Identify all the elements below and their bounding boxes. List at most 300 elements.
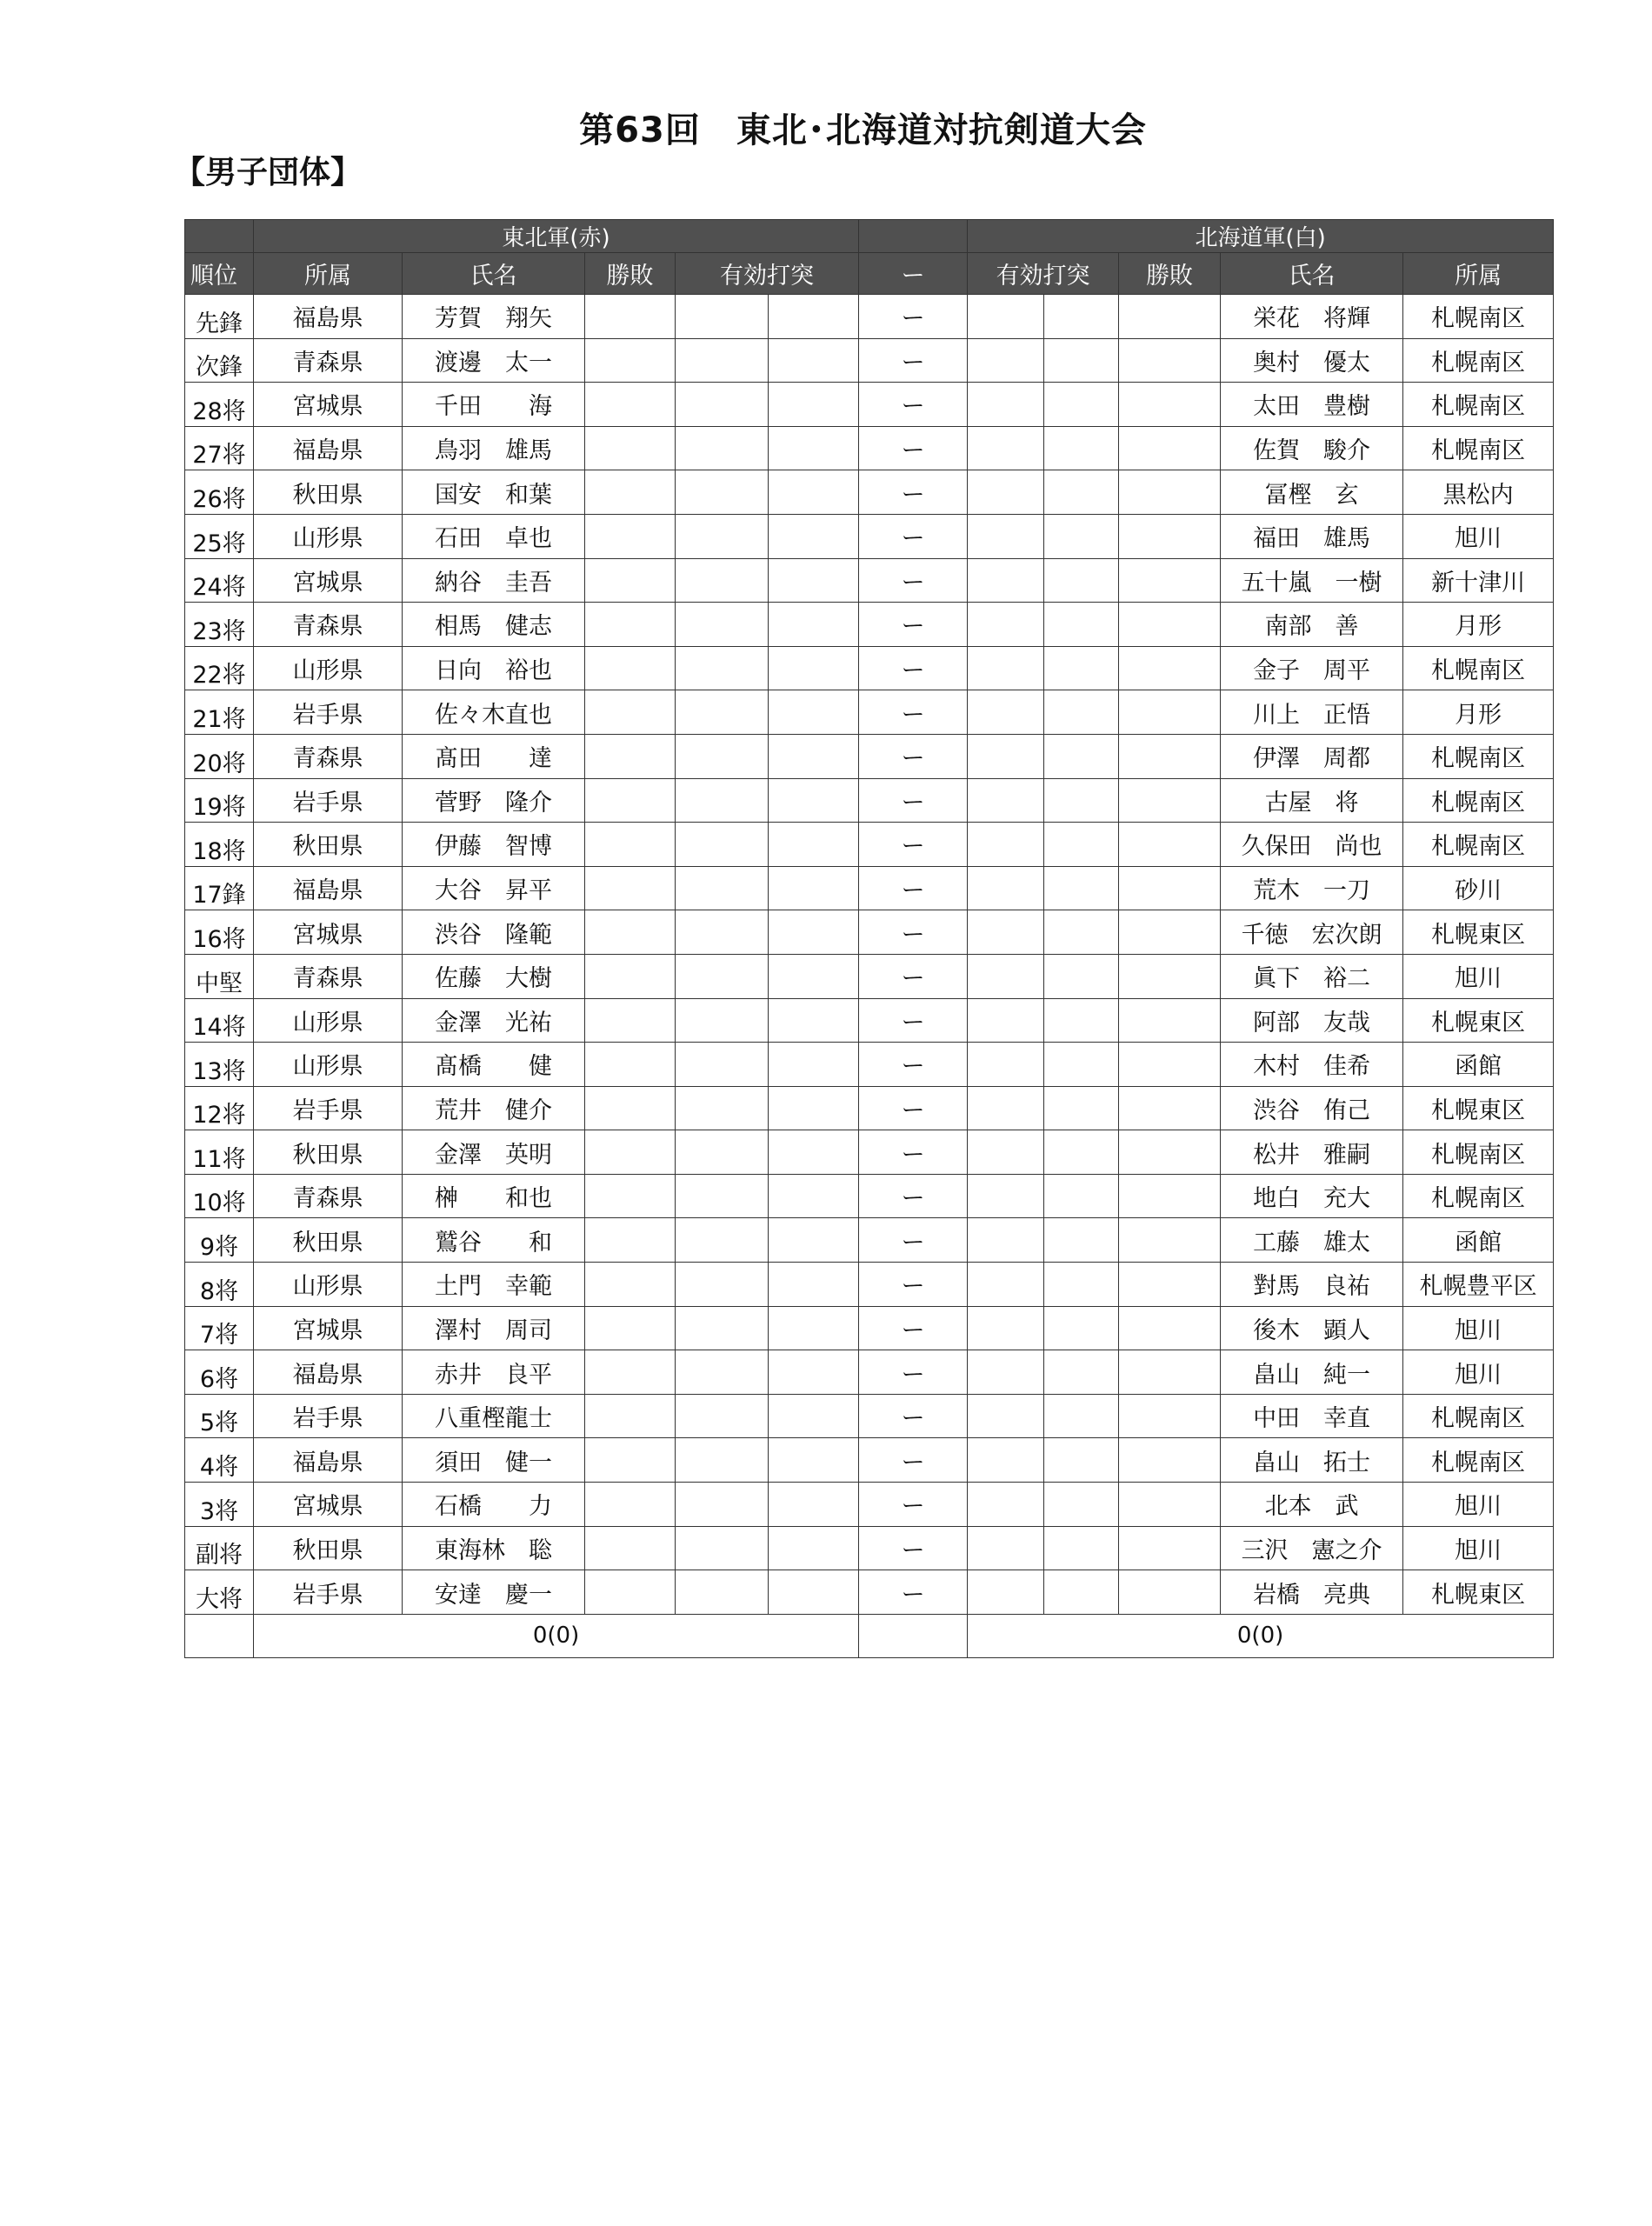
row-left-affiliation: 岩手県 (254, 1394, 403, 1438)
row-right-result (1119, 954, 1221, 998)
row-right-result (1119, 603, 1221, 647)
table-row (185, 1483, 1554, 1527)
row-right-name: 工藤 雄太 (1221, 1218, 1403, 1263)
total-row (185, 1614, 1554, 1657)
row-right-name: 對馬 良祐 (1221, 1263, 1403, 1307)
table-row (185, 1350, 1554, 1395)
row-right-affiliation: 札幌豊平区 (1403, 1263, 1554, 1307)
row-right-affiliation: 札幌東区 (1403, 1570, 1554, 1615)
row-right-name: 後木 顕人 (1221, 1306, 1403, 1350)
row-left-strike-1 (676, 426, 769, 470)
row-left-result (585, 1263, 676, 1307)
row-left-strike-2 (769, 514, 859, 558)
row-right-strike-1 (968, 1306, 1044, 1350)
row-right-name: 北本 武 (1221, 1483, 1403, 1527)
header-order: 順位 (185, 253, 254, 295)
row-right-result (1119, 295, 1221, 339)
row-right-result (1119, 1394, 1221, 1438)
header-left-affiliation: 所属 (254, 253, 403, 295)
row-left-result (585, 558, 676, 603)
row-right-strike-2 (1044, 646, 1119, 690)
row-left-strike-2 (769, 603, 859, 647)
row-left-strike-1 (676, 558, 769, 603)
row-left-affiliation: 福島県 (254, 426, 403, 470)
column-header-row (185, 253, 1554, 295)
row-right-name: 千徳 宏次朗 (1221, 910, 1403, 955)
row-right-strike-2 (1044, 383, 1119, 427)
row-left-affiliation: 宮城県 (254, 1306, 403, 1350)
row-left-strike-1 (676, 998, 769, 1043)
row-right-name: 畠山 純一 (1221, 1350, 1403, 1395)
row-left-name: 渡邊 太一 (403, 338, 585, 383)
row-dash: ー (859, 1263, 968, 1307)
row-dash: ー (859, 295, 968, 339)
row-left-affiliation: 岩手県 (254, 690, 403, 735)
row-left-affiliation: 青森県 (254, 603, 403, 647)
row-dash: ー (859, 1350, 968, 1395)
row-left-strike-2 (769, 778, 859, 823)
row-right-result (1119, 1218, 1221, 1263)
row-right-result (1119, 910, 1221, 955)
row-right-name: 岩橋 亮典 (1221, 1570, 1403, 1615)
row-left-result (585, 1086, 676, 1130)
row-right-strike-1 (968, 295, 1044, 339)
row-left-strike-1 (676, 690, 769, 735)
row-right-strike-2 (1044, 734, 1119, 778)
row-right-affiliation: 月形 (1403, 690, 1554, 735)
header-left-valid-strikes: 有効打突 (676, 253, 859, 295)
row-right-name: 中田 幸直 (1221, 1394, 1403, 1438)
table-row (185, 470, 1554, 515)
total-blank-middle (859, 1614, 968, 1657)
row-right-result (1119, 1570, 1221, 1615)
row-right-strike-1 (968, 1174, 1044, 1218)
row-right-strike-2 (1044, 954, 1119, 998)
row-right-strike-2 (1044, 338, 1119, 383)
row-right-affiliation: 旭川 (1403, 1526, 1554, 1570)
table-row (185, 910, 1554, 955)
row-left-strike-2 (769, 1306, 859, 1350)
row-left-result (585, 1130, 676, 1175)
row-left-name: 相馬 健志 (403, 603, 585, 647)
row-right-strike-2 (1044, 1306, 1119, 1350)
row-dash: ー (859, 690, 968, 735)
row-left-name: 渋谷 隆範 (403, 910, 585, 955)
row-order: 26将 (185, 470, 254, 515)
page-title: 第63回 東北･北海道対抗剣道大会 (579, 110, 1147, 150)
table-row (185, 514, 1554, 558)
header-right-result: 勝敗 (1119, 253, 1221, 295)
row-left-name: 芳賀 翔矢 (403, 295, 585, 339)
row-left-strike-2 (769, 954, 859, 998)
table-row (185, 603, 1554, 647)
row-order: 11将 (185, 1130, 254, 1175)
row-right-strike-1 (968, 1394, 1044, 1438)
row-left-strike-2 (769, 690, 859, 735)
row-right-strike-1 (968, 1438, 1044, 1483)
row-left-strike-2 (769, 1043, 859, 1087)
row-right-strike-1 (968, 646, 1044, 690)
row-left-strike-2 (769, 1570, 859, 1615)
row-right-strike-1 (968, 866, 1044, 910)
row-right-name: 五十嵐 一樹 (1221, 558, 1403, 603)
row-left-strike-1 (676, 1218, 769, 1263)
row-right-strike-2 (1044, 295, 1119, 339)
row-order: 4将 (185, 1438, 254, 1483)
row-order: 22将 (185, 646, 254, 690)
row-left-result (585, 954, 676, 998)
row-left-name: 金澤 英明 (403, 1130, 585, 1175)
row-right-strike-1 (968, 690, 1044, 735)
row-left-result (585, 1043, 676, 1087)
row-left-strike-1 (676, 1306, 769, 1350)
row-left-strike-1 (676, 1174, 769, 1218)
table-row (185, 338, 1554, 383)
row-dash: ー (859, 470, 968, 515)
row-left-result (585, 338, 676, 383)
row-right-result (1119, 646, 1221, 690)
table-row (185, 1263, 1554, 1307)
table-row (185, 383, 1554, 427)
row-left-result (585, 998, 676, 1043)
row-left-strike-2 (769, 1218, 859, 1263)
row-left-strike-2 (769, 470, 859, 515)
row-right-result (1119, 866, 1221, 910)
row-right-strike-1 (968, 823, 1044, 867)
row-order: 5将 (185, 1394, 254, 1438)
row-left-affiliation: 青森県 (254, 338, 403, 383)
table-row (185, 778, 1554, 823)
row-right-result (1119, 734, 1221, 778)
row-dash: ー (859, 778, 968, 823)
row-order: 17鋒 (185, 866, 254, 910)
row-left-affiliation: 秋田県 (254, 1526, 403, 1570)
row-dash: ー (859, 823, 968, 867)
row-right-result (1119, 383, 1221, 427)
row-right-result (1119, 1438, 1221, 1483)
row-right-strike-2 (1044, 1438, 1119, 1483)
row-left-result (585, 1526, 676, 1570)
row-left-result (585, 646, 676, 690)
row-left-strike-1 (676, 823, 769, 867)
row-right-strike-1 (968, 954, 1044, 998)
row-right-affiliation: 月形 (1403, 603, 1554, 647)
row-right-affiliation: 札幌南区 (1403, 1130, 1554, 1175)
row-left-result (585, 1350, 676, 1395)
row-right-strike-2 (1044, 1086, 1119, 1130)
row-right-strike-2 (1044, 1130, 1119, 1175)
row-right-result (1119, 1483, 1221, 1527)
row-right-strike-2 (1044, 1526, 1119, 1570)
row-order: 3将 (185, 1483, 254, 1527)
row-left-affiliation: 福島県 (254, 295, 403, 339)
row-left-name: 澤村 周司 (403, 1306, 585, 1350)
row-left-name: 菅野 隆介 (403, 778, 585, 823)
row-right-affiliation: 旭川 (1403, 1483, 1554, 1527)
row-right-result (1119, 1263, 1221, 1307)
row-order: 24将 (185, 558, 254, 603)
row-left-strike-1 (676, 383, 769, 427)
row-left-affiliation: 福島県 (254, 1438, 403, 1483)
table-row (185, 1526, 1554, 1570)
row-left-strike-2 (769, 558, 859, 603)
row-left-strike-1 (676, 1526, 769, 1570)
row-left-name: 鷲谷 和 (403, 1218, 585, 1263)
row-left-result (585, 426, 676, 470)
row-left-strike-2 (769, 1263, 859, 1307)
row-order: 14将 (185, 998, 254, 1043)
row-left-affiliation: 秋田県 (254, 470, 403, 515)
row-left-result (585, 383, 676, 427)
row-left-strike-1 (676, 1350, 769, 1395)
row-right-name: 渋谷 侑己 (1221, 1086, 1403, 1130)
row-right-affiliation: 函館 (1403, 1043, 1554, 1087)
row-right-affiliation: 札幌南区 (1403, 338, 1554, 383)
row-right-result (1119, 690, 1221, 735)
row-left-strike-1 (676, 954, 769, 998)
row-right-name: 古屋 将 (1221, 778, 1403, 823)
row-dash: ー (859, 558, 968, 603)
row-left-strike-2 (769, 338, 859, 383)
row-left-name: 伊藤 智博 (403, 823, 585, 867)
row-left-result (585, 514, 676, 558)
row-right-result (1119, 470, 1221, 515)
row-dash: ー (859, 426, 968, 470)
row-left-affiliation: 福島県 (254, 866, 403, 910)
row-left-result (585, 1438, 676, 1483)
row-right-strike-1 (968, 603, 1044, 647)
row-left-strike-2 (769, 910, 859, 955)
row-order: 副将 (185, 1526, 254, 1570)
table-row (185, 998, 1554, 1043)
row-left-strike-1 (676, 1394, 769, 1438)
row-left-result (585, 1483, 676, 1527)
row-left-strike-1 (676, 338, 769, 383)
row-dash: ー (859, 1394, 968, 1438)
row-dash: ー (859, 1306, 968, 1350)
table-row (185, 866, 1554, 910)
header-right-valid-strikes: 有効打突 (968, 253, 1119, 295)
row-right-strike-1 (968, 1263, 1044, 1307)
row-right-strike-2 (1044, 690, 1119, 735)
match-table (184, 219, 1554, 1658)
row-right-strike-1 (968, 558, 1044, 603)
row-right-strike-2 (1044, 866, 1119, 910)
row-dash: ー (859, 1218, 968, 1263)
row-right-affiliation: 旭川 (1403, 1350, 1554, 1395)
row-left-strike-2 (769, 1086, 859, 1130)
row-left-affiliation: 秋田県 (254, 1218, 403, 1263)
row-right-strike-2 (1044, 1043, 1119, 1087)
row-right-strike-1 (968, 998, 1044, 1043)
row-right-name: 佐賀 駿介 (1221, 426, 1403, 470)
row-order: 23将 (185, 603, 254, 647)
row-left-strike-1 (676, 646, 769, 690)
row-right-strike-2 (1044, 1350, 1119, 1395)
row-right-result (1119, 998, 1221, 1043)
row-order: 次鋒 (185, 338, 254, 383)
row-left-affiliation: 青森県 (254, 734, 403, 778)
row-left-strike-2 (769, 1130, 859, 1175)
table-row (185, 954, 1554, 998)
row-left-strike-2 (769, 823, 859, 867)
row-right-strike-1 (968, 1130, 1044, 1175)
row-right-affiliation: 札幌南区 (1403, 778, 1554, 823)
row-left-result (585, 1394, 676, 1438)
row-left-affiliation: 山形県 (254, 998, 403, 1043)
row-right-result (1119, 1306, 1221, 1350)
row-left-name: 東海林 聡 (403, 1526, 585, 1570)
row-left-result (585, 866, 676, 910)
row-order: 21将 (185, 690, 254, 735)
row-left-affiliation: 宮城県 (254, 558, 403, 603)
table-row (185, 1570, 1554, 1615)
row-left-affiliation: 岩手県 (254, 1086, 403, 1130)
row-right-strike-1 (968, 1043, 1044, 1087)
row-dash: ー (859, 1174, 968, 1218)
row-left-affiliation: 山形県 (254, 1263, 403, 1307)
row-left-strike-2 (769, 646, 859, 690)
row-left-result (585, 1218, 676, 1263)
row-order: 大将 (185, 1570, 254, 1615)
row-left-strike-1 (676, 514, 769, 558)
row-right-name: 川上 正悟 (1221, 690, 1403, 735)
table-row (185, 1043, 1554, 1087)
row-right-affiliation: 旭川 (1403, 1306, 1554, 1350)
row-order: 6将 (185, 1350, 254, 1395)
row-order: 27将 (185, 426, 254, 470)
row-right-strike-1 (968, 470, 1044, 515)
row-right-name: 久保田 尚也 (1221, 823, 1403, 867)
row-left-result (585, 1306, 676, 1350)
row-left-affiliation: 秋田県 (254, 823, 403, 867)
row-order: 18将 (185, 823, 254, 867)
row-right-affiliation: 旭川 (1403, 954, 1554, 998)
row-left-name: 石橋 力 (403, 1483, 585, 1527)
row-left-name: 佐々木直也 (403, 690, 585, 735)
row-right-result (1119, 823, 1221, 867)
table-row (185, 295, 1554, 339)
row-left-name: 八重樫龍士 (403, 1394, 585, 1438)
row-right-affiliation: 札幌南区 (1403, 646, 1554, 690)
row-left-affiliation: 青森県 (254, 954, 403, 998)
row-left-strike-2 (769, 383, 859, 427)
row-dash: ー (859, 998, 968, 1043)
row-left-affiliation: 秋田県 (254, 1130, 403, 1175)
row-right-strike-1 (968, 1526, 1044, 1570)
table-row (185, 1438, 1554, 1483)
row-right-affiliation: 札幌南区 (1403, 426, 1554, 470)
row-left-result (585, 778, 676, 823)
row-left-result (585, 470, 676, 515)
row-right-strike-2 (1044, 1174, 1119, 1218)
row-left-name: 髙田 達 (403, 734, 585, 778)
row-left-strike-1 (676, 778, 769, 823)
row-left-name: 石田 卓也 (403, 514, 585, 558)
row-right-name: 松井 雅嗣 (1221, 1130, 1403, 1175)
row-right-strike-1 (968, 383, 1044, 427)
row-left-result (585, 295, 676, 339)
match-rows (185, 295, 1554, 1615)
row-left-result (585, 690, 676, 735)
row-left-result (585, 823, 676, 867)
row-left-strike-2 (769, 426, 859, 470)
row-right-affiliation: 札幌東区 (1403, 1086, 1554, 1130)
row-left-strike-1 (676, 295, 769, 339)
row-right-result (1119, 1130, 1221, 1175)
row-right-strike-2 (1044, 1570, 1119, 1615)
row-left-affiliation: 山形県 (254, 1043, 403, 1087)
row-right-affiliation: 札幌南区 (1403, 295, 1554, 339)
row-right-strike-2 (1044, 1394, 1119, 1438)
row-right-strike-2 (1044, 1218, 1119, 1263)
row-right-strike-1 (968, 514, 1044, 558)
table-row (185, 1306, 1554, 1350)
row-left-strike-2 (769, 734, 859, 778)
row-left-name: 佐藤 大樹 (403, 954, 585, 998)
row-left-strike-2 (769, 295, 859, 339)
row-left-result (585, 603, 676, 647)
row-left-affiliation: 宮城県 (254, 910, 403, 955)
table-row (185, 1174, 1554, 1218)
row-right-strike-2 (1044, 558, 1119, 603)
row-order: 12将 (185, 1086, 254, 1130)
row-left-name: 安達 慶一 (403, 1570, 585, 1615)
row-right-name: 伊澤 周都 (1221, 734, 1403, 778)
table-row (185, 823, 1554, 867)
row-right-affiliation: 札幌南区 (1403, 823, 1554, 867)
header-dash: ー (859, 253, 968, 295)
row-right-name: 奥村 優太 (1221, 338, 1403, 383)
row-right-name: 南部 善 (1221, 603, 1403, 647)
row-right-affiliation: 砂川 (1403, 866, 1554, 910)
row-left-strike-1 (676, 603, 769, 647)
row-right-strike-1 (968, 1350, 1044, 1395)
row-right-name: 地白 充大 (1221, 1174, 1403, 1218)
row-left-result (585, 734, 676, 778)
row-left-strike-1 (676, 1570, 769, 1615)
table-row (185, 1086, 1554, 1130)
row-left-result (585, 910, 676, 955)
row-left-strike-1 (676, 910, 769, 955)
row-right-strike-1 (968, 338, 1044, 383)
team-header-middle (859, 220, 968, 253)
table-row (185, 426, 1554, 470)
row-right-affiliation: 札幌南区 (1403, 734, 1554, 778)
row-order: 10将 (185, 1174, 254, 1218)
row-right-name: 太田 豊樹 (1221, 383, 1403, 427)
row-right-result (1119, 338, 1221, 383)
row-right-affiliation: 新十津川 (1403, 558, 1554, 603)
row-dash: ー (859, 954, 968, 998)
row-left-name: 髙橋 健 (403, 1043, 585, 1087)
total-right: 0(0) (968, 1614, 1554, 1657)
row-left-strike-1 (676, 1043, 769, 1087)
team-left-header: 東北軍(赤) (254, 220, 859, 253)
table-row (185, 1394, 1554, 1438)
row-right-name: 冨樫 玄 (1221, 470, 1403, 515)
row-left-result (585, 1174, 676, 1218)
row-right-strike-1 (968, 426, 1044, 470)
row-order: 中堅 (185, 954, 254, 998)
row-right-name: 畠山 拓士 (1221, 1438, 1403, 1483)
row-left-name: 赤井 良平 (403, 1350, 585, 1395)
row-left-strike-2 (769, 1526, 859, 1570)
row-right-strike-1 (968, 1086, 1044, 1130)
row-left-affiliation: 青森県 (254, 1174, 403, 1218)
row-left-name: 金澤 光祐 (403, 998, 585, 1043)
row-right-affiliation: 札幌南区 (1403, 383, 1554, 427)
